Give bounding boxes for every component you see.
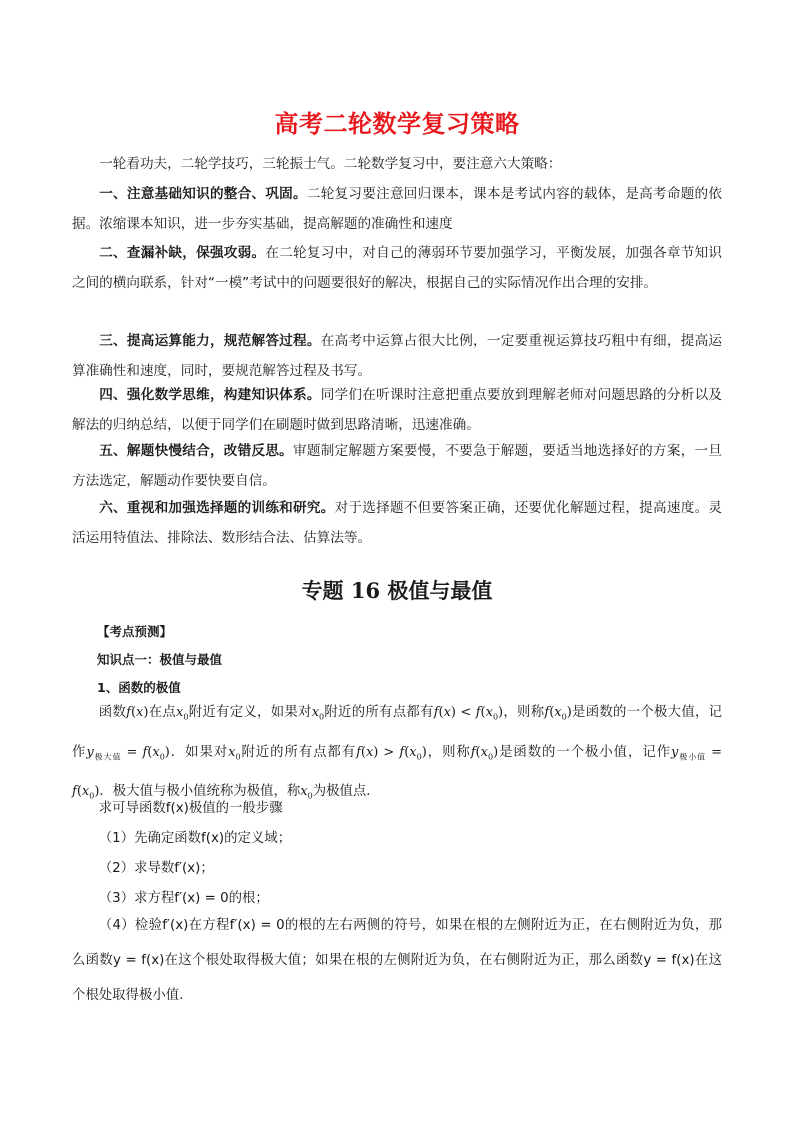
- math-y-min: $y_{极小值}$: [670, 744, 707, 762]
- strategy-5-heading: 五、解题快慢结合，改错反思。: [99, 443, 294, 459]
- strategy-3-heading: 三、提高运算能力，规范解答过程。: [99, 333, 321, 349]
- strategy-3: [72, 327, 722, 386]
- subheading: 1、函数的极值: [97, 680, 181, 695]
- strategy-6-text: 对于选择题不但要答案正确，还要优化解题过程，提高速度。灵活运用特值法、排除法、数形结合法、估算法等。: [72, 500, 723, 546]
- strategy-1: [72, 180, 722, 239]
- step-2: （2）求导数f′(x)；: [98, 861, 214, 876]
- section-label: 【考点预测】: [97, 624, 173, 639]
- step-1: （1）先确定函数f(x)的定义域；: [98, 831, 292, 846]
- strategy-1-heading: 一、注意基础知识的整合、巩固。: [99, 186, 307, 202]
- steps-intro: 求可导函数f(x)极值的一般步骤: [98, 801, 283, 816]
- topic-title: 专题 16 极值与最值: [301, 578, 493, 603]
- intro-paragraph: 一轮看功夫，二轮学技巧，三轮振士气。二轮数学复习中，要注意六大策略：: [99, 156, 562, 172]
- page-title: 高考二轮数学复习策略: [274, 110, 520, 138]
- math-x0: $x_0$: [176, 705, 189, 722]
- strategy-5-text: 审题制定解题方案要慢，不要急于解题，要适当地选择好的方案，一旦方法选定，解题动作要快要自信。: [72, 443, 722, 489]
- math-y-max: $y_{极大值}$: [86, 744, 122, 762]
- strategy-6-heading: 六、重视和加强选择题的训练和研究。: [99, 500, 335, 516]
- strategy-2: [72, 239, 722, 298]
- math-f-x: f: [126, 705, 131, 720]
- strategy-1-text: 二轮复习要注意回归课本，课本是考试内容的载体，是高考命题的依据。浓缩课本知识，进一步夯实基础，提高解题的准确性和速度: [72, 186, 722, 232]
- step-3: （3）求方程f′(x) = 0的根；: [98, 891, 269, 906]
- strategy-4: [72, 381, 722, 440]
- step-4: （4）检验f′(x)在方程f′(x) = 0的根的左右两侧的符号，如果在根的左侧附近为正，在右侧附近为负，那么函数y = f(x)在这个根处取得极大值；如果在根的左侧附近为负，在右侧附近为正，那么函数y = f(x)在这个根处取得极小值.: [72, 918, 722, 1003]
- math-inequality-max: f: [433, 705, 439, 720]
- strategy-3-text: 在高考中运算占很大比例，一定要重视运算技巧粗中有细，提高运算准确性和速度，同时，要规范解答过程及书写。: [72, 333, 723, 379]
- strategy-6: [72, 494, 722, 553]
- strategy-5: [72, 437, 722, 496]
- knowledge-point-heading: 知识点一：极值与最值: [97, 652, 223, 667]
- math-inequality-min: f: [356, 744, 361, 760]
- strategy-4-text: 同学们在听课时注意把重点要放到理解老师对问题思路的分析以及解法的归纳总结，以便于同学们在刷题时做到思路清晰，迅速准确。: [72, 387, 723, 433]
- strategy-2-text: 在二轮复习中，对自己的薄弱环节要加强学习，平衡发展，加强各章节知识之间的横向联系，针对“一模”考试中的问题要很好的解决，根据自己的实际情况作出合理的安排。: [72, 245, 723, 291]
- strategy-4-heading: 四、强化数学思维，构建知识体系。: [99, 387, 321, 403]
- strategy-2-heading: 二、查漏补缺，保强攻弱。: [99, 245, 266, 261]
- definition-paragraph: 函数f(x)在点$x_0$附近有定义，如果对$x_0$附近的所有点都有$f(x) < f(x_0)$，则称$f(x_0)$是函数的一个极大值，记作$y_{极大值} = f(x_0)$．如果对$x_0$附近的所有点都有$f(x) > f(x_0)$，则称$f(x_0)$是函数的一个极小值，记作$y_{极小值} = f(x_0)$．极大值与极小值统称为极值，称$x_0$为极值点．: [72, 705, 723, 801]
